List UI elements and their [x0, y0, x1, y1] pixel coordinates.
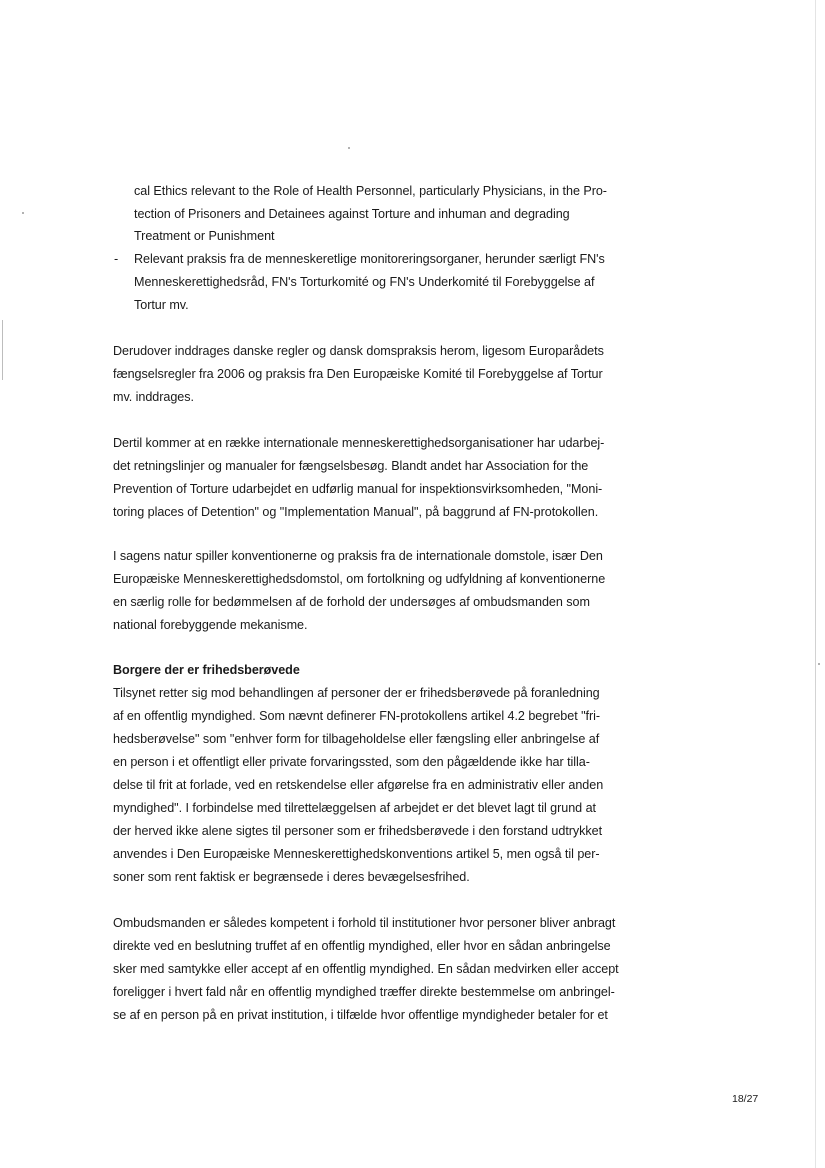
paragraph-line: Prevention of Torture udarbejdet en udførlig manual for inspektionsvirksomheden, "Moni-: [113, 482, 603, 496]
bullet-line: Menneskerettighedsråd, FN's Torturkomité og FN's Underkomité til Forebyggelse af: [134, 275, 595, 289]
paragraph-line: delse til frit at forlade, ved en retskendelse eller afgørelse fra en administrativ eller anden: [113, 778, 604, 792]
paragraph-line: se af en person på en privat institution, i tilfælde hvor offentlige myndigheder betaler for et: [113, 1008, 608, 1022]
paragraph-line: Derudover inddrages danske regler og dansk domspraksis herom, ligesom Europarådets: [113, 344, 604, 358]
paragraph-line: der herved ikke alene sigtes til personer som er frihedsberøvede i den forstand udtrykket: [113, 824, 603, 838]
paragraph-line: af en offentlig myndighed. Som nævnt definerer FN-protokollens artikel 4.2 begrebet "fri-: [113, 709, 601, 723]
bullet-line: Tortur mv.: [134, 298, 189, 312]
paragraph-line: Europæiske Menneskerettighedsdomstol, om fortolkning og udfyldning af konventionerne: [113, 572, 606, 586]
paragraph-line: sker med samtykke eller accept af en offentlig myndighed. En sådan medvirken eller accept: [113, 962, 619, 976]
paragraph-line: Ombudsmanden er således kompetent i forhold til institutioner hvor personer bliver anbragt: [113, 916, 616, 930]
paragraph-line: national forebyggende mekanisme.: [113, 618, 308, 632]
bullet-line: Relevant praksis fra de menneskeretlige monitoreringsorganer, herunder særligt FN's: [134, 252, 605, 266]
list-continuation-line: Treatment or Punishment: [134, 229, 275, 243]
bullet-marker: -: [114, 252, 119, 266]
paragraph-line: foreligger i hvert fald når en offentlig myndighed træffer direkte bestemmelse om anbringel-: [113, 985, 615, 999]
paragraph-line: direkte ved en beslutning truffet af en offentlig myndighed, eller hvor en sådan anbringelse: [113, 939, 611, 953]
paragraph-line: myndighed". I forbindelse med tilrettelæggelsen af arbejdet er det blevet lagt til grund at: [113, 801, 596, 815]
paragraph-line: fængselsregler fra 2006 og praksis fra Den Europæiske Komité til Forebyggelse af Tortur: [113, 367, 603, 381]
scan-speck: [818, 663, 820, 665]
paragraph-line: toring places of Detention" og "Implementation Manual", på baggrund af FN-protokollen.: [113, 505, 599, 519]
paragraph-line: en særlig rolle for bedømmelsen af de forhold der undersøges af ombudsmanden som: [113, 595, 590, 609]
paragraph-line: mv. inddrages.: [113, 390, 194, 404]
paragraph-line: Tilsynet retter sig mod behandlingen af personer der er frihedsberøvede på foranledning: [113, 686, 600, 700]
paragraph-line: hedsberøvelse" som "enhver form for tilbageholdelse eller fængsling eller anbringelse af: [113, 732, 600, 746]
scan-edge: [815, 0, 816, 1168]
paragraph-line: I sagens natur spiller konventionerne og praksis fra de internationale domstole, især Den: [113, 549, 603, 563]
paragraph-line: Dertil kommer at en række internationale menneskerettighedsorganisationer har udarbej-: [113, 436, 605, 450]
scan-edge-mark: [2, 320, 3, 380]
list-continuation-line: tection of Prisoners and Detainees against Torture and inhuman and degrading: [134, 207, 570, 221]
scan-speck: [22, 212, 24, 214]
paragraph-line: en person i et offentligt eller private forvaringssted, som den pågældende ikke har tilla-: [113, 755, 590, 769]
paragraph-line: soner som rent faktisk er begrænsede i deres bevægelsesfrihed.: [113, 870, 470, 884]
paragraph-line: anvendes i Den Europæiske Menneskerettighedskonventions artikel 5, men også til per-: [113, 847, 600, 861]
page-number: 18/27: [732, 1093, 759, 1105]
section-heading: Borgere der er frihedsberøvede: [113, 663, 300, 677]
paragraph-line: det retningslinjer og manualer for fængselsbesøg. Blandt andet har Association for the: [113, 459, 589, 473]
scan-speck: [348, 147, 350, 149]
list-continuation-line: cal Ethics relevant to the Role of Health Personnel, particularly Physicians, in the Pro-: [134, 184, 607, 198]
